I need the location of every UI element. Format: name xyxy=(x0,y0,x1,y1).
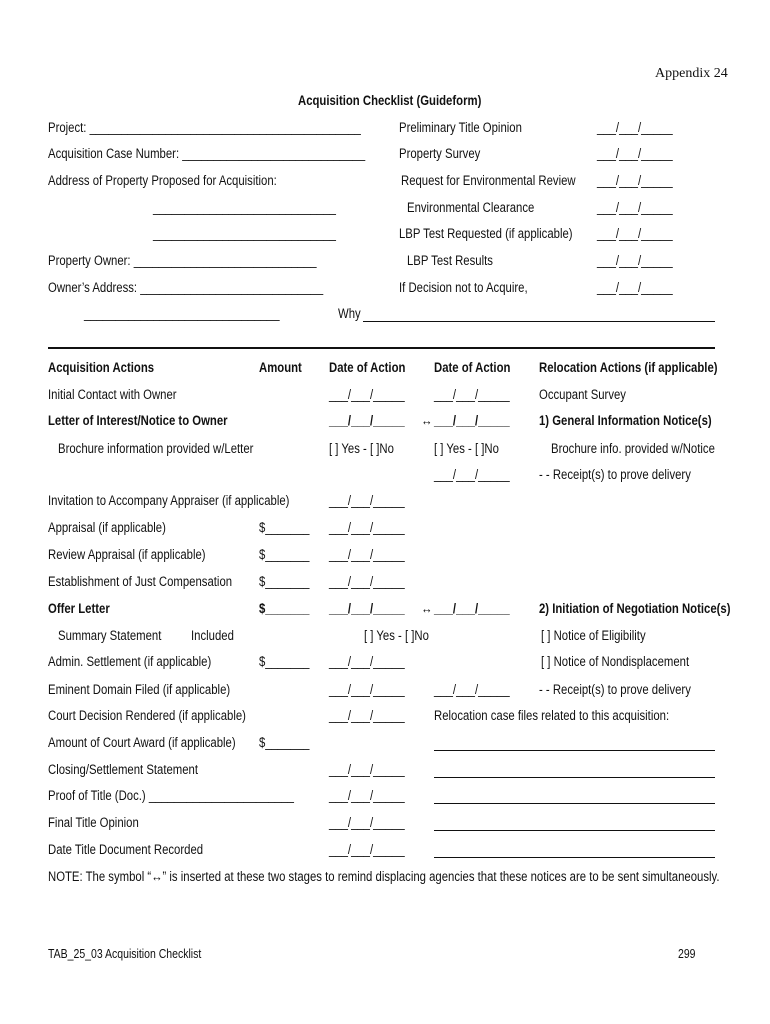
included-label: Included xyxy=(191,628,234,643)
address-label: Address of Property Proposed for Acquisition: xyxy=(48,173,277,188)
occupant-survey: Occupant Survey xyxy=(539,387,626,402)
date-blank: ___/___/_____ xyxy=(329,762,405,777)
lbp-test-requested: LBP Test Requested (if applicable) xyxy=(399,226,573,241)
date-blank: ___/___/_____ xyxy=(329,493,405,508)
row-initial-contact: Initial Contact with Owner xyxy=(48,387,177,402)
date-blank: ___/___/_____ xyxy=(329,682,405,697)
row-summary-statement: Summary Statement xyxy=(58,628,162,643)
page-title: Acquisition Checklist (Guideform) xyxy=(298,93,482,108)
row-closing-statement: Closing/Settlement Statement xyxy=(48,762,199,777)
page-number: 299 xyxy=(678,947,696,961)
date-blank: ___/___/_____ xyxy=(329,815,405,830)
header-date-action-2: Date of Action xyxy=(434,360,511,375)
decision-not-acquire: If Decision not to Acquire, xyxy=(399,280,528,295)
row-brochure-letter: Brochure information provided w/Letter xyxy=(58,441,254,456)
lbp-test-results: LBP Test Results xyxy=(407,253,493,268)
date-blank: ___/___/_____ xyxy=(329,574,405,589)
row-letter-of-interest: Letter of Interest/Notice to Owner xyxy=(48,413,228,428)
row-date-recorded: Date Title Document Recorded xyxy=(48,842,204,857)
simultaneous-arrow-icon: ↔ xyxy=(421,413,433,428)
row-court-award: Amount of Court Award (if applicable) xyxy=(48,735,236,750)
case-file-line xyxy=(434,803,715,804)
header-relocation-actions: Relocation Actions (if applicable) xyxy=(539,360,718,375)
why-line xyxy=(363,321,715,322)
case-file-line xyxy=(434,857,715,858)
row-invitation-appraiser: Invitation to Accompany Appraiser (if applicable) xyxy=(48,493,290,508)
yes-no-checkbox: [ ] Yes - [ ]No xyxy=(364,628,429,643)
date-blank-bold: ___/___/_____ xyxy=(434,413,510,428)
initiation-negotiation-notice: 2) Initiation of Negotiation Notice(s) xyxy=(539,601,731,616)
case-file-line xyxy=(434,777,715,778)
owner-address-field: Owner’s Address: _____________________________ xyxy=(48,280,324,295)
row-proof-of-title: Proof of Title (Doc.) _______________________ xyxy=(48,788,294,803)
date-blank: ___/___/_____ xyxy=(597,200,673,215)
amount-blank: $_______ xyxy=(259,547,310,562)
row-court-decision: Court Decision Rendered (if applicable) xyxy=(48,708,246,723)
why-label: Why xyxy=(338,306,361,321)
yes-no-checkbox: [ ] Yes - [ ]No xyxy=(329,441,394,456)
date-blank: ___/___/_____ xyxy=(329,842,405,857)
amount-blank: $_______ xyxy=(259,654,310,669)
address-line-2: _____________________________ xyxy=(153,226,336,241)
case-file-line xyxy=(434,830,715,831)
row-eminent-domain: Eminent Domain Filed (if applicable) xyxy=(48,682,231,697)
header-amount: Amount xyxy=(259,360,302,375)
appendix-label: Appendix 24 xyxy=(655,66,728,81)
amount-blank: $_______ xyxy=(259,735,310,750)
date-blank: ___/___/_____ xyxy=(597,253,673,268)
date-blank: ___/___/_____ xyxy=(329,520,405,535)
address-line-1: _____________________________ xyxy=(153,200,336,215)
date-blank: ___/___/_____ xyxy=(329,387,405,402)
footer-document-id: TAB_25_03 Acquisition Checklist xyxy=(48,947,202,961)
environmental-clearance: Environmental Clearance xyxy=(407,200,535,215)
date-blank-bold: ___/___/_____ xyxy=(434,601,510,616)
case-number-field: Acquisition Case Number: _____________________________ xyxy=(48,146,366,161)
row-admin-settlement: Admin. Settlement (if applicable) xyxy=(48,654,212,669)
section-divider xyxy=(48,347,715,349)
preliminary-title-opinion: Preliminary Title Opinion xyxy=(399,120,522,135)
yes-no-checkbox: [ ] Yes - [ ]No xyxy=(434,441,499,456)
why-blank-left: _______________________________ xyxy=(84,306,280,321)
amount-blank-bold: $_______ xyxy=(259,601,310,616)
date-blank: ___/___/_____ xyxy=(434,387,510,402)
date-blank: ___/___/_____ xyxy=(597,280,673,295)
row-review-appraisal: Review Appraisal (if applicable) xyxy=(48,547,206,562)
row-offer-letter: Offer Letter xyxy=(48,601,110,616)
date-blank: ___/___/_____ xyxy=(329,654,405,669)
notice-nondisplacement: [ ] Notice of Nondisplacement xyxy=(541,654,690,669)
header-date-action-1: Date of Action xyxy=(329,360,406,375)
case-file-line xyxy=(434,750,715,751)
project-field: Project: ___________________________________________ xyxy=(48,120,361,135)
date-blank: ___/___/_____ xyxy=(434,467,510,482)
property-owner-field: Property Owner: _____________________________ xyxy=(48,253,317,268)
general-information-notice: 1) General Information Notice(s) xyxy=(539,413,712,428)
row-final-title-opinion: Final Title Opinion xyxy=(48,815,139,830)
request-environmental-review: Request for Environmental Review xyxy=(401,173,576,188)
date-blank: ___/___/_____ xyxy=(597,226,673,241)
date-blank-bold: ___/___/_____ xyxy=(329,413,405,428)
receipt-delivery-1: - - Receipt(s) to prove delivery xyxy=(539,467,691,482)
date-blank-bold: ___/___/_____ xyxy=(329,601,405,616)
receipt-delivery-2: - - Receipt(s) to prove delivery xyxy=(539,682,691,697)
date-blank: ___/___/_____ xyxy=(597,173,673,188)
header-acquisition-actions: Acquisition Actions xyxy=(48,360,155,375)
symbol-note: NOTE: The symbol “↔” is inserted at these two stages to remind displacing agencies that these notices are to be sent simultaneously. xyxy=(48,869,720,884)
row-appraisal: Appraisal (if applicable) xyxy=(48,520,166,535)
date-blank: ___/___/_____ xyxy=(329,708,405,723)
simultaneous-arrow-icon: ↔ xyxy=(421,601,433,616)
row-just-compensation: Establishment of Just Compensation xyxy=(48,574,233,589)
date-blank: ___/___/_____ xyxy=(329,788,405,803)
brochure-notice: Brochure info. provided w/Notice xyxy=(551,441,715,456)
relocation-case-files: Relocation case files related to this acquisition: xyxy=(434,708,670,723)
property-survey: Property Survey xyxy=(399,146,481,161)
amount-blank: $_______ xyxy=(259,520,310,535)
date-blank: ___/___/_____ xyxy=(329,547,405,562)
date-blank: ___/___/_____ xyxy=(434,682,510,697)
notice-eligibility: [ ] Notice of Eligibility xyxy=(541,628,646,643)
date-blank: ___/___/_____ xyxy=(597,120,673,135)
amount-blank: $_______ xyxy=(259,574,310,589)
date-blank: ___/___/_____ xyxy=(597,146,673,161)
